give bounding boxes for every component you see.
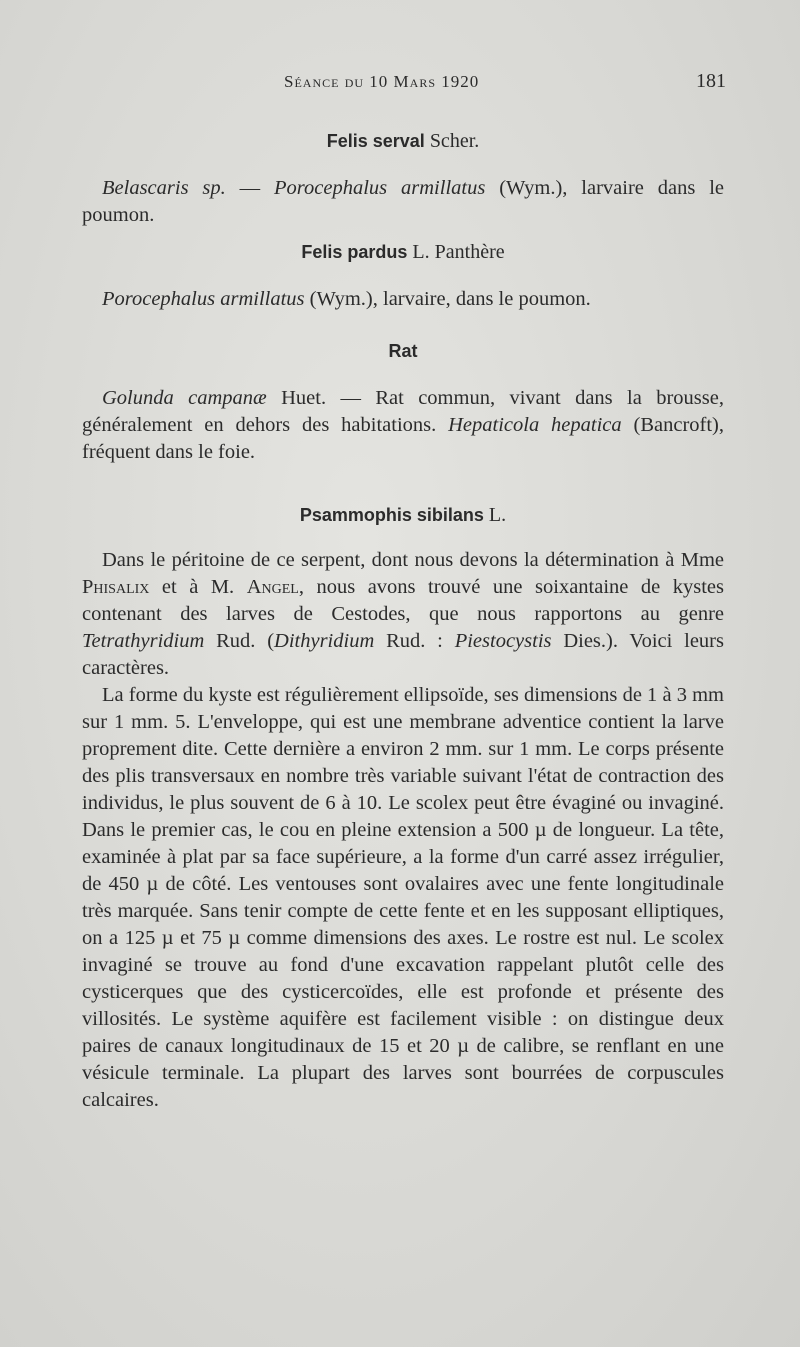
heading-felis-pardus: Felis pardus L. Panthère [301,241,505,263]
heading-psammophis: Psammophis sibilans L. [299,504,507,526]
genus-name: Dithyridium [274,630,375,652]
paragraph-psammophis-intro: Dans le péritoine de ce serpent, dont nous devons la détermination à Mme Phisalix et à M. Angel, nous avons trouvé une soixantaine de kystes contenant des larves de Cestodes, que nous rapportons au genre Tetrathyridium Rud. (Dithyridium Rud. : Piestocystis Dies.). Voici leurs caractères. [82,549,724,679]
author-name: Angel [246,576,299,598]
heading-rat: Rat [388,341,418,361]
genus-name: Tetrathyridium [82,630,205,652]
body-text [82,128,724,1114]
page-header [0,72,800,102]
species-name: Golunda campanæ [102,387,267,409]
species-name: Porocephalus armillatus [102,288,305,310]
species-name: Belascaris sp. [102,177,226,199]
running-title: Séance du 10 Mars 1920 [284,72,480,91]
paragraph-psammophis-description: La forme du kyste est régulièrement ellipsoïde, ses dimensions de 1 à 3 mm sur 1 mm. 5. L'enveloppe, qui est une membrane adventice contient la larve proprement dite. Cette dernière a environ 2 mm. sur 1 mm. Le corps présente des plis transversaux en nombre très variable suivant l'état de contraction des individus, le plus souvent de 6 à 10. Le scolex peut être évaginé ou invaginé. Dans le premier cas, le cou en pleine extension a 500 µ de longueur. La tête, examinée à plat par sa face supérieure, a la forme d'un carré assez irrégulier, de 450 µ de côté. Les ventouses sont ovalaires avec une fente longitudinale très marquée. Sans tenir compte de cette fente et en les supposant elliptiques, on a 125 µ et 75 µ comme dimensions des axes. Le rostre est nul. Le scolex invaginé se trouve au fond d'une excavation rappelant plutôt celle des cysticerques que des cysticercoïdes, elle est profonde et présente des villosités. Le système aquifère est facilement visible : on distingue deux paires de canaux longitudinaux de 15 et 20 µ de calibre, se renflant en une vésicule terminale. La plupart des larves sont bourrées de corpuscules calcaires. [82,684,724,1111]
entry-felis-pardus: Porocephalus armillatus (Wym.), larvaire, dans le poumon. [102,288,591,310]
entry-rat: Golunda campanæ Huet. — Rat commun, vivant dans la brousse, généralement en dehors des habitations. Hepaticola hepatica (Bancroft), fréquent dans le foie. [82,387,725,463]
entry-felis-serval: Belascaris sp. — Porocephalus armillatus (Wym.), larvaire dans le poumon. [82,177,724,226]
species-name: Porocephalus armillatus [274,177,486,199]
author-name: Phisalix [82,576,150,598]
species-name: Hepaticola hepatica [448,414,622,436]
heading-felis-serval: Felis serval Scher. [326,130,480,152]
genus-name: Piestocystis [454,630,552,652]
page-number: 181 [696,70,726,92]
